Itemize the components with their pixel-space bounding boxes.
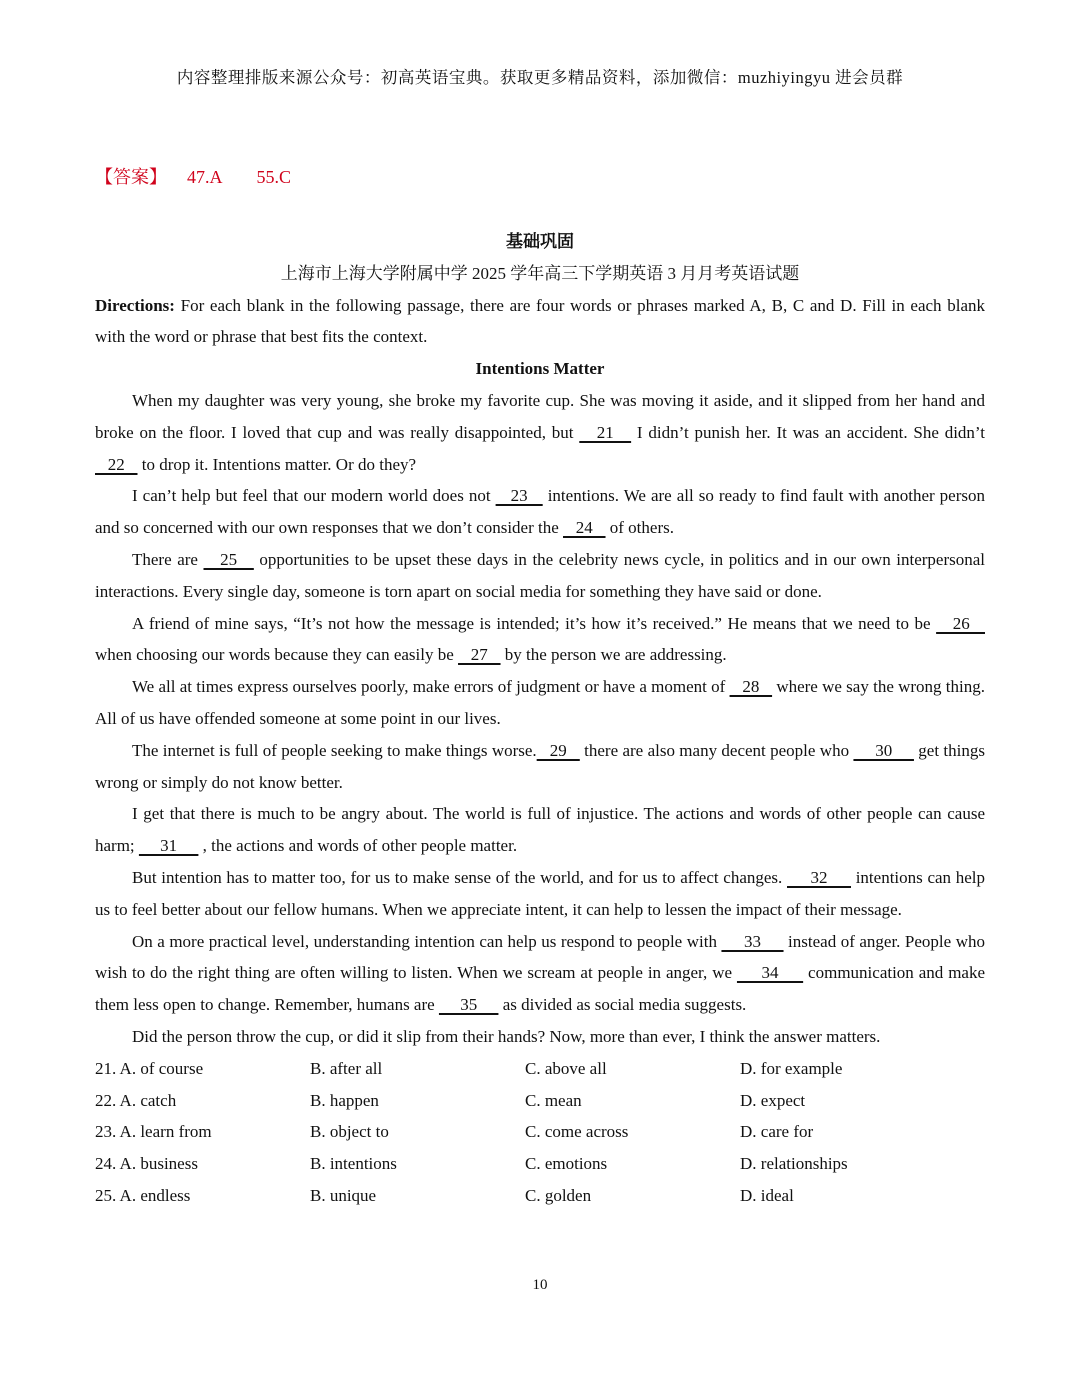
passage [95, 385, 985, 1053]
option-row [95, 1180, 985, 1212]
passage-paragraph [95, 798, 985, 862]
directions-text: For each blank in the following passage, there are four words or phrases marked A, B, C and D. Fill in each blank with the word or phrase that best fits the context. [95, 295, 985, 347]
paragraph-text: I didn’t punish her. It was an accident. She didn’t [631, 422, 986, 442]
option-choice: 21. A. of course [95, 1058, 204, 1078]
passage-paragraph [95, 1021, 985, 1053]
options-list [95, 1053, 985, 1212]
blank: 22 [95, 454, 138, 474]
option-choice: C. mean [525, 1090, 582, 1110]
paragraph-text: to drop it. Intentions matter. Or do they? [137, 454, 417, 474]
page-number: 10 [532, 1277, 548, 1293]
option-row [95, 1053, 985, 1085]
paragraph-text: intentions. We are all so ready to find fault with another person and so concerned with our own responses that we don’t consider the [95, 486, 985, 538]
paragraph-text: The internet is full of people seeking to make things worse. [132, 740, 537, 760]
option-choice: 25. A. endless [95, 1185, 191, 1205]
blank: 24 [563, 518, 606, 538]
option-choice: C. come across [525, 1122, 629, 1142]
header-note: 内容整理排版来源公众号：初高英语宝典。获取更多精品资料，添加微信：muzhiyingyu 进会员群 [176, 68, 904, 87]
paragraph-text: there are also many decent people who [579, 740, 854, 760]
option-choice: B. intentions [310, 1154, 397, 1174]
paragraph-text: But intention has to matter too, for us to make sense of the world, and for us to affect changes. [132, 867, 787, 887]
paragraph-text: by the person we are addressing. [500, 645, 727, 665]
paragraph-text: Did the person throw the cup, or did it slip from their hands? Now, more than ever, I think the answer matters. [132, 1026, 881, 1046]
blank: 33 [721, 931, 784, 951]
option-choice: D. ideal [740, 1185, 794, 1205]
blank: 29 [536, 740, 580, 760]
paragraph-text: A friend of mine says, “It’s not how the message is intended; it’s how it’s received.” He means that we need to be [132, 613, 937, 633]
blank: 26 [936, 613, 985, 633]
option-choice: C. emotions [525, 1154, 608, 1174]
paragraph-text: We all at times express ourselves poorly, make errors of judgment or have a moment of [132, 677, 730, 697]
option-choice: B. unique [310, 1185, 377, 1205]
paragraph-text: When my daughter was very young, she broke my favorite cup. She was moving it aside, and it slipped from her hand and broke on the floor. I loved that cup and was really disappointed, but [95, 390, 985, 442]
paragraph-text: of others. [605, 518, 674, 538]
paragraph-text: I get that there is much to be angry about. The world is full of injustice. The actions and words of other people can cause harm; [95, 804, 985, 856]
blank: 30 [853, 740, 914, 760]
passage-paragraph [95, 862, 985, 926]
paragraph-text: where we say the wrong thing. All of us have offended someone at some point in our lives. [95, 677, 985, 728]
answer-item: 47.A [187, 167, 223, 187]
option-choice: D. relationships [740, 1154, 848, 1174]
passage-paragraph [95, 926, 985, 1021]
option-choice: 23. A. learn from [95, 1122, 212, 1142]
option-choice: B. happen [310, 1090, 379, 1110]
answer-label: 【答案】 [95, 167, 167, 187]
option-row [95, 1085, 985, 1117]
directions [95, 290, 985, 354]
blank: 35 [438, 995, 499, 1015]
paragraph-text: when choosing our words because they can easily be [95, 645, 459, 665]
passage-paragraph [95, 385, 985, 480]
passage-title: Intentions Matter [475, 359, 605, 379]
option-choice: 24. A. business [95, 1154, 198, 1174]
passage-paragraph [95, 735, 985, 799]
paragraph-text: get things wrong or simply do not know better. [95, 740, 985, 792]
blank: 21 [579, 422, 632, 442]
document-body [95, 226, 985, 1212]
option-choice: B. after all [310, 1058, 383, 1078]
blank: 25 [203, 549, 254, 569]
option-row [95, 1116, 985, 1148]
blank: 27 [458, 645, 501, 665]
passage-paragraph [95, 608, 985, 672]
passage-paragraph [95, 544, 985, 608]
option-choice: 22. A. catch [95, 1090, 177, 1110]
passage-paragraph [95, 671, 985, 735]
option-choice: C. golden [525, 1185, 592, 1205]
paragraph-text: communication and make them less open to change. Remember, humans are [95, 963, 986, 1015]
blank: 23 [495, 486, 543, 506]
exam-title: 上海市上海大学附属中学 2025 学年高三下学期英语 3 月月考英语试题 [280, 263, 800, 283]
paragraph-text: as divided as social media suggests. [498, 995, 747, 1015]
answer-item: 55.C [256, 167, 292, 187]
option-row [95, 1148, 985, 1180]
option-choice: C. above all [525, 1058, 607, 1078]
paragraph-text: opportunities to be upset these days in the celebrity news cycle, in politics and in our own interpersonal interactions. Every single day, someone is torn apart on social media for something they have said or done. [95, 549, 985, 601]
blank: 34 [736, 963, 804, 983]
paragraph-text: intentions can help us to feel better about our fellow humans. When we appreciate intent, it can help to lessen the impact of their message. [95, 867, 986, 919]
section-title: 基础巩固 [506, 232, 574, 251]
blank: 32 [787, 867, 851, 887]
blank: 31 [138, 836, 199, 856]
directions-label: Directions: [95, 295, 175, 315]
paragraph-text: On a more practical level, understanding intention can help us respond to people with [132, 931, 722, 951]
passage-paragraph [95, 480, 985, 544]
option-choice: D. expect [740, 1090, 806, 1110]
paragraph-text: There are [132, 549, 204, 569]
paragraph-text: instead of anger. People who wish to do the right thing are often willing to listen. When we scream at people in anger, we [95, 931, 985, 983]
paragraph-text: , the actions and words of other people matter. [198, 836, 518, 856]
answer-line [95, 163, 291, 189]
option-choice: D. care for [740, 1122, 814, 1142]
blank: 28 [729, 677, 773, 697]
option-choice: D. for example [740, 1058, 843, 1078]
paragraph-text: I can’t help but feel that our modern world does not [132, 486, 496, 506]
option-choice: B. object to [310, 1122, 389, 1142]
